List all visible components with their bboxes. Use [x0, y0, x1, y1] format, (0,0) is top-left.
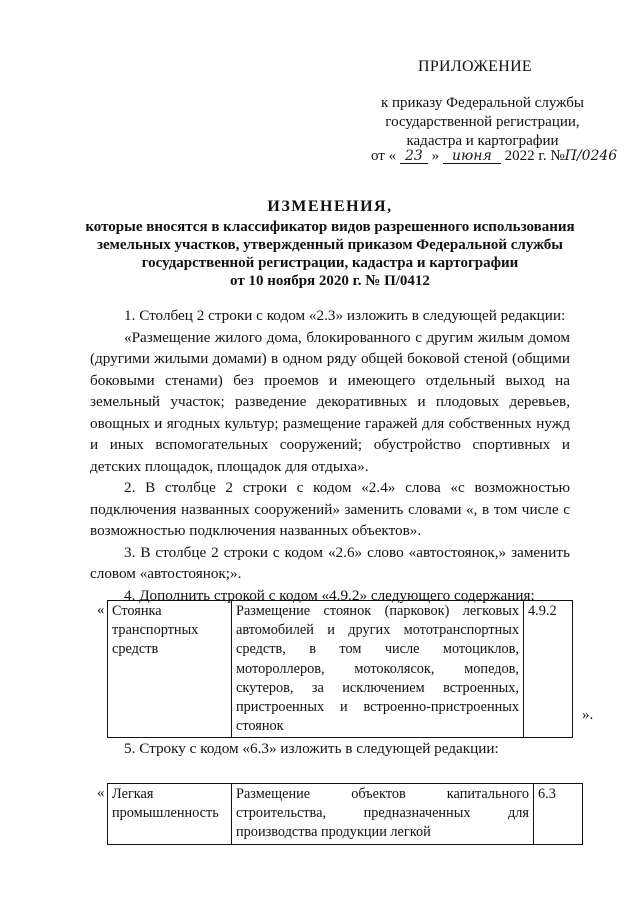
document-heading [60, 198, 600, 290]
land-use-code-cell: 4.9.2 [524, 601, 573, 738]
body-text [90, 305, 570, 606]
paragraph: 5. Строку с кодом «6.3» изложить в следующей редакции: [124, 740, 499, 757]
date-year: 2022 г. № [504, 148, 565, 164]
table-row [108, 601, 573, 738]
table2-open-quote: « [97, 785, 105, 801]
heading-title: ИЗМЕНЕНИЯ, [267, 198, 393, 215]
paragraph: 4. Дополнить строкой с кодом «4.9.2» следующего содержания: [124, 586, 535, 604]
land-use-description-cell: Размещение стоянок (парковок) легковых автомобилей и других мототранспортных средств, в том числе мотоциклов, мотороллеров, мотоколясок, мопедов, скутеров, за исключением встроенных, пристроенных и встроенно-пристроенных стоянок [232, 601, 524, 738]
date-mid: » [431, 148, 440, 164]
date-prefix: от « [371, 148, 397, 164]
appendix-reference [355, 94, 610, 151]
paragraph: 1. Столбец 2 строки с кодом «2.3» изложить в следующей редакции: [124, 307, 566, 324]
appendix-ref-line: к приказу Федеральной службы [380, 95, 584, 111]
heading-line: от 10 ноября 2020 г. № П/0412 [230, 273, 430, 289]
body-text [90, 738, 570, 760]
table1-open-quote: « [97, 602, 105, 618]
classifier-table-row-4-9-2 [107, 600, 573, 738]
heading-line: земельных участков, утвержденный приказом Федеральной службы [96, 237, 564, 253]
table-row [108, 784, 583, 845]
land-use-name-cell: Стоянка транспортных средств [108, 601, 232, 738]
paragraph: 2. В столбце 2 строки с кодом «2.4» слова «с возможностью подключения названных сооружений» заменить словами «, в том числе с возможностью подключения названных объектов». [90, 479, 570, 539]
heading-line: государственной регистрации, кадастра и картографии [141, 255, 519, 271]
land-use-code-cell: 6.3 [534, 784, 583, 845]
appendix-ref-line: кадастра и картографии [406, 133, 559, 149]
table1-close-quote: ». [582, 707, 594, 723]
paragraph: 3. В столбце 2 строки с кодом «2.6» слово «автостоянок,» заменить словом «автостоянок;». [90, 543, 570, 582]
land-use-name-cell: Легкая промышленность [108, 784, 232, 845]
order-number: П/0246 [564, 148, 618, 164]
heading-line: которые вносятся в классификатор видов разрешенного использования [85, 219, 575, 235]
order-date-line [371, 148, 617, 165]
appendix-ref-line: государственной регистрации, [385, 114, 580, 130]
date-day: 23 [400, 149, 428, 164]
appendix-title: ПРИЛОЖЕНИЕ [418, 58, 533, 75]
land-use-description-cell: Размещение объектов капитального строительства, предназначенных для производства продукции легкой [232, 784, 534, 845]
classifier-table-row-6-3 [107, 783, 583, 845]
date-month: июня [443, 149, 501, 164]
paragraph: «Размещение жилого дома, блокированного с другим жилым домом (другими жилыми домами) в одном ряду общей боковой стеной (общими боковыми стенами) без проемов и имеющего отдельный выход на земельный участок; разведение декоративных и плодовых деревьев, овощных и ягодных культур; размещение гаражей для собственных нужд и иных вспомогательных сооружений; обустройство спортивных и детских площадок, площадок для отдыха». [90, 328, 570, 475]
